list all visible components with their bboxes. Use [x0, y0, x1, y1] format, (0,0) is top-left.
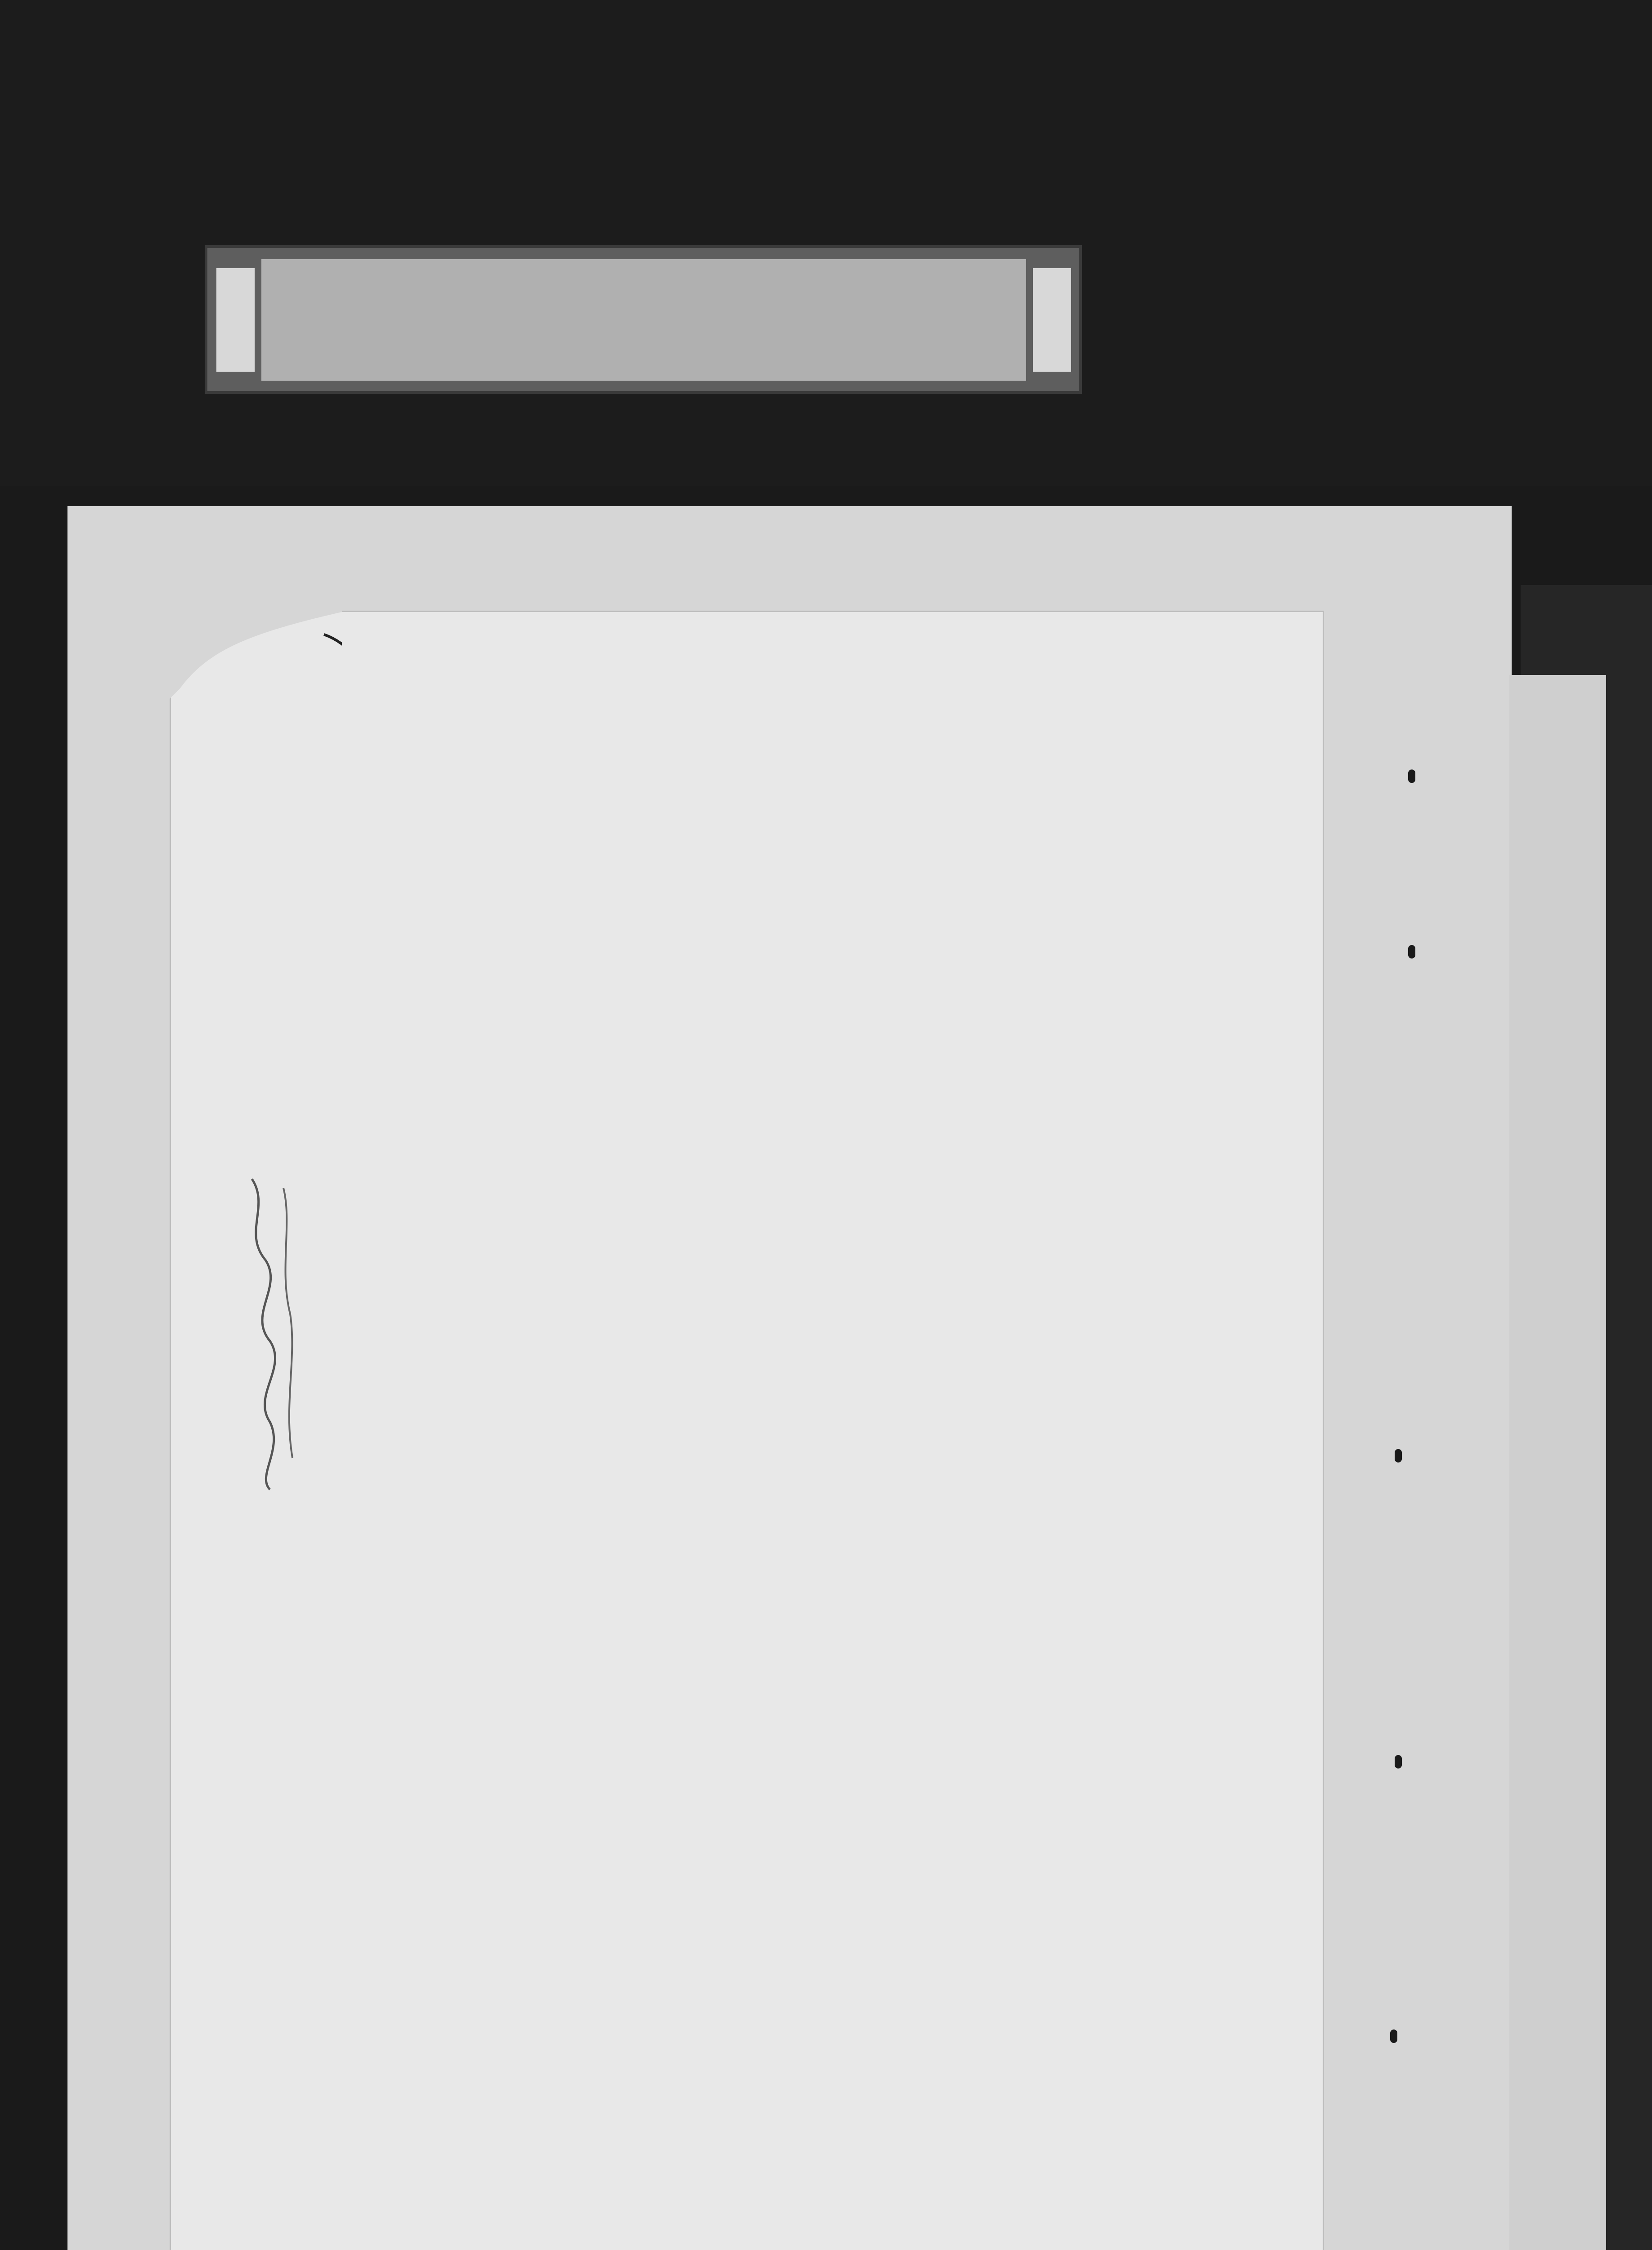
microfilm-stamp [205, 245, 1082, 394]
punch-mark [1390, 2030, 1397, 2043]
torn-corner [153, 598, 342, 716]
punch-mark [1408, 770, 1415, 783]
punch-mark [1395, 1755, 1402, 1768]
letter-page [171, 612, 1323, 2250]
film-frame-top [0, 0, 1652, 486]
punch-mark [1395, 1449, 1402, 1462]
margin-annotation [234, 1170, 288, 1485]
stamp-tab-right [1033, 268, 1071, 372]
punch-mark [1408, 945, 1415, 958]
backing-tab [1509, 675, 1606, 2250]
stamp-label [261, 259, 1026, 381]
stamp-tab-left [216, 268, 255, 372]
